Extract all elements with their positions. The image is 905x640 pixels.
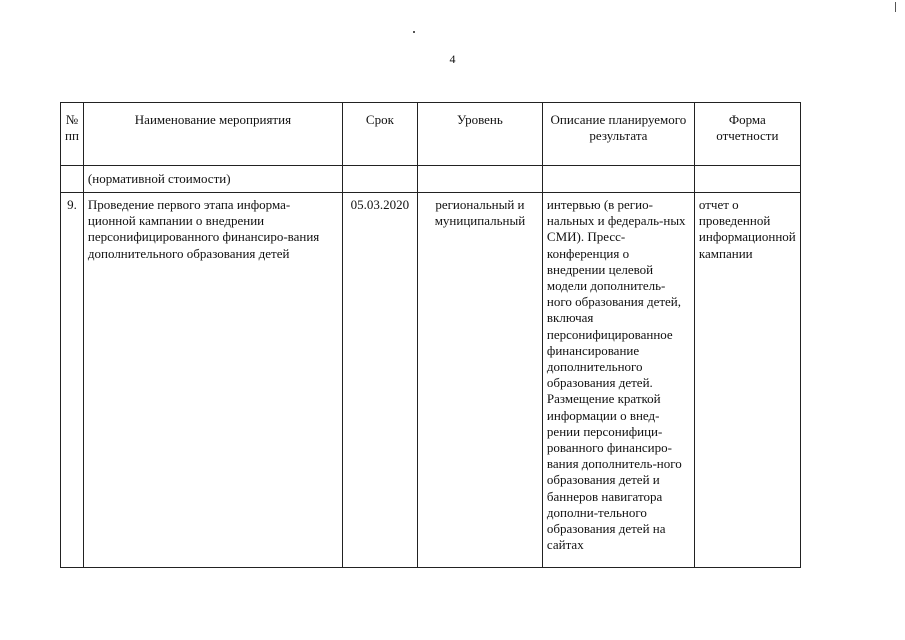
cell-num: 9.: [61, 193, 84, 568]
cell-level: [417, 166, 542, 193]
cell-event-name: Проведение первого этапа информа-ционной кампании о внедрении персонифицированного финансиро-вания дополнительного образования детей: [83, 193, 342, 568]
cell-event-name: (нормативной стоимости): [83, 166, 342, 193]
cell-report-form: отчет о проведенной информационной кампании: [694, 193, 800, 568]
header-level: Уровень: [417, 103, 542, 166]
header-event-name: Наименование мероприятия: [83, 103, 342, 166]
table-row: [61, 193, 801, 568]
cell-num: [61, 166, 84, 193]
cell-report-form: [694, 166, 800, 193]
cell-deadline: 05.03.2020: [342, 193, 417, 568]
cell-deadline: [342, 166, 417, 193]
scan-speck: [413, 31, 415, 33]
table-row: [61, 166, 801, 193]
events-table: [60, 102, 801, 568]
scan-speck: [895, 2, 896, 12]
cell-result-description: [542, 166, 694, 193]
page-number: 4: [449, 52, 456, 66]
header-result-description: Описание планируемого результата: [542, 103, 694, 166]
header-report-form: Форма отчетности: [694, 103, 800, 166]
header-deadline: Срок: [342, 103, 417, 166]
table-header-row: [61, 103, 801, 166]
cell-level: региональный и муниципальный: [417, 193, 542, 568]
header-num: № пп: [61, 103, 84, 166]
cell-result-description: интервью (в регио-нальных и федераль-ных СМИ). Пресс-конференция о внедрении целевой модели дополнитель-ного образования детей, включая персонифицированное финансирование дополнительного образования детей. Размещение краткой информации о внед-рении персонифици-рованного финансиро-вания дополнитель-ного образования детей и баннеров навигатора дополни-тельного образования детей на сайтах: [542, 193, 694, 568]
